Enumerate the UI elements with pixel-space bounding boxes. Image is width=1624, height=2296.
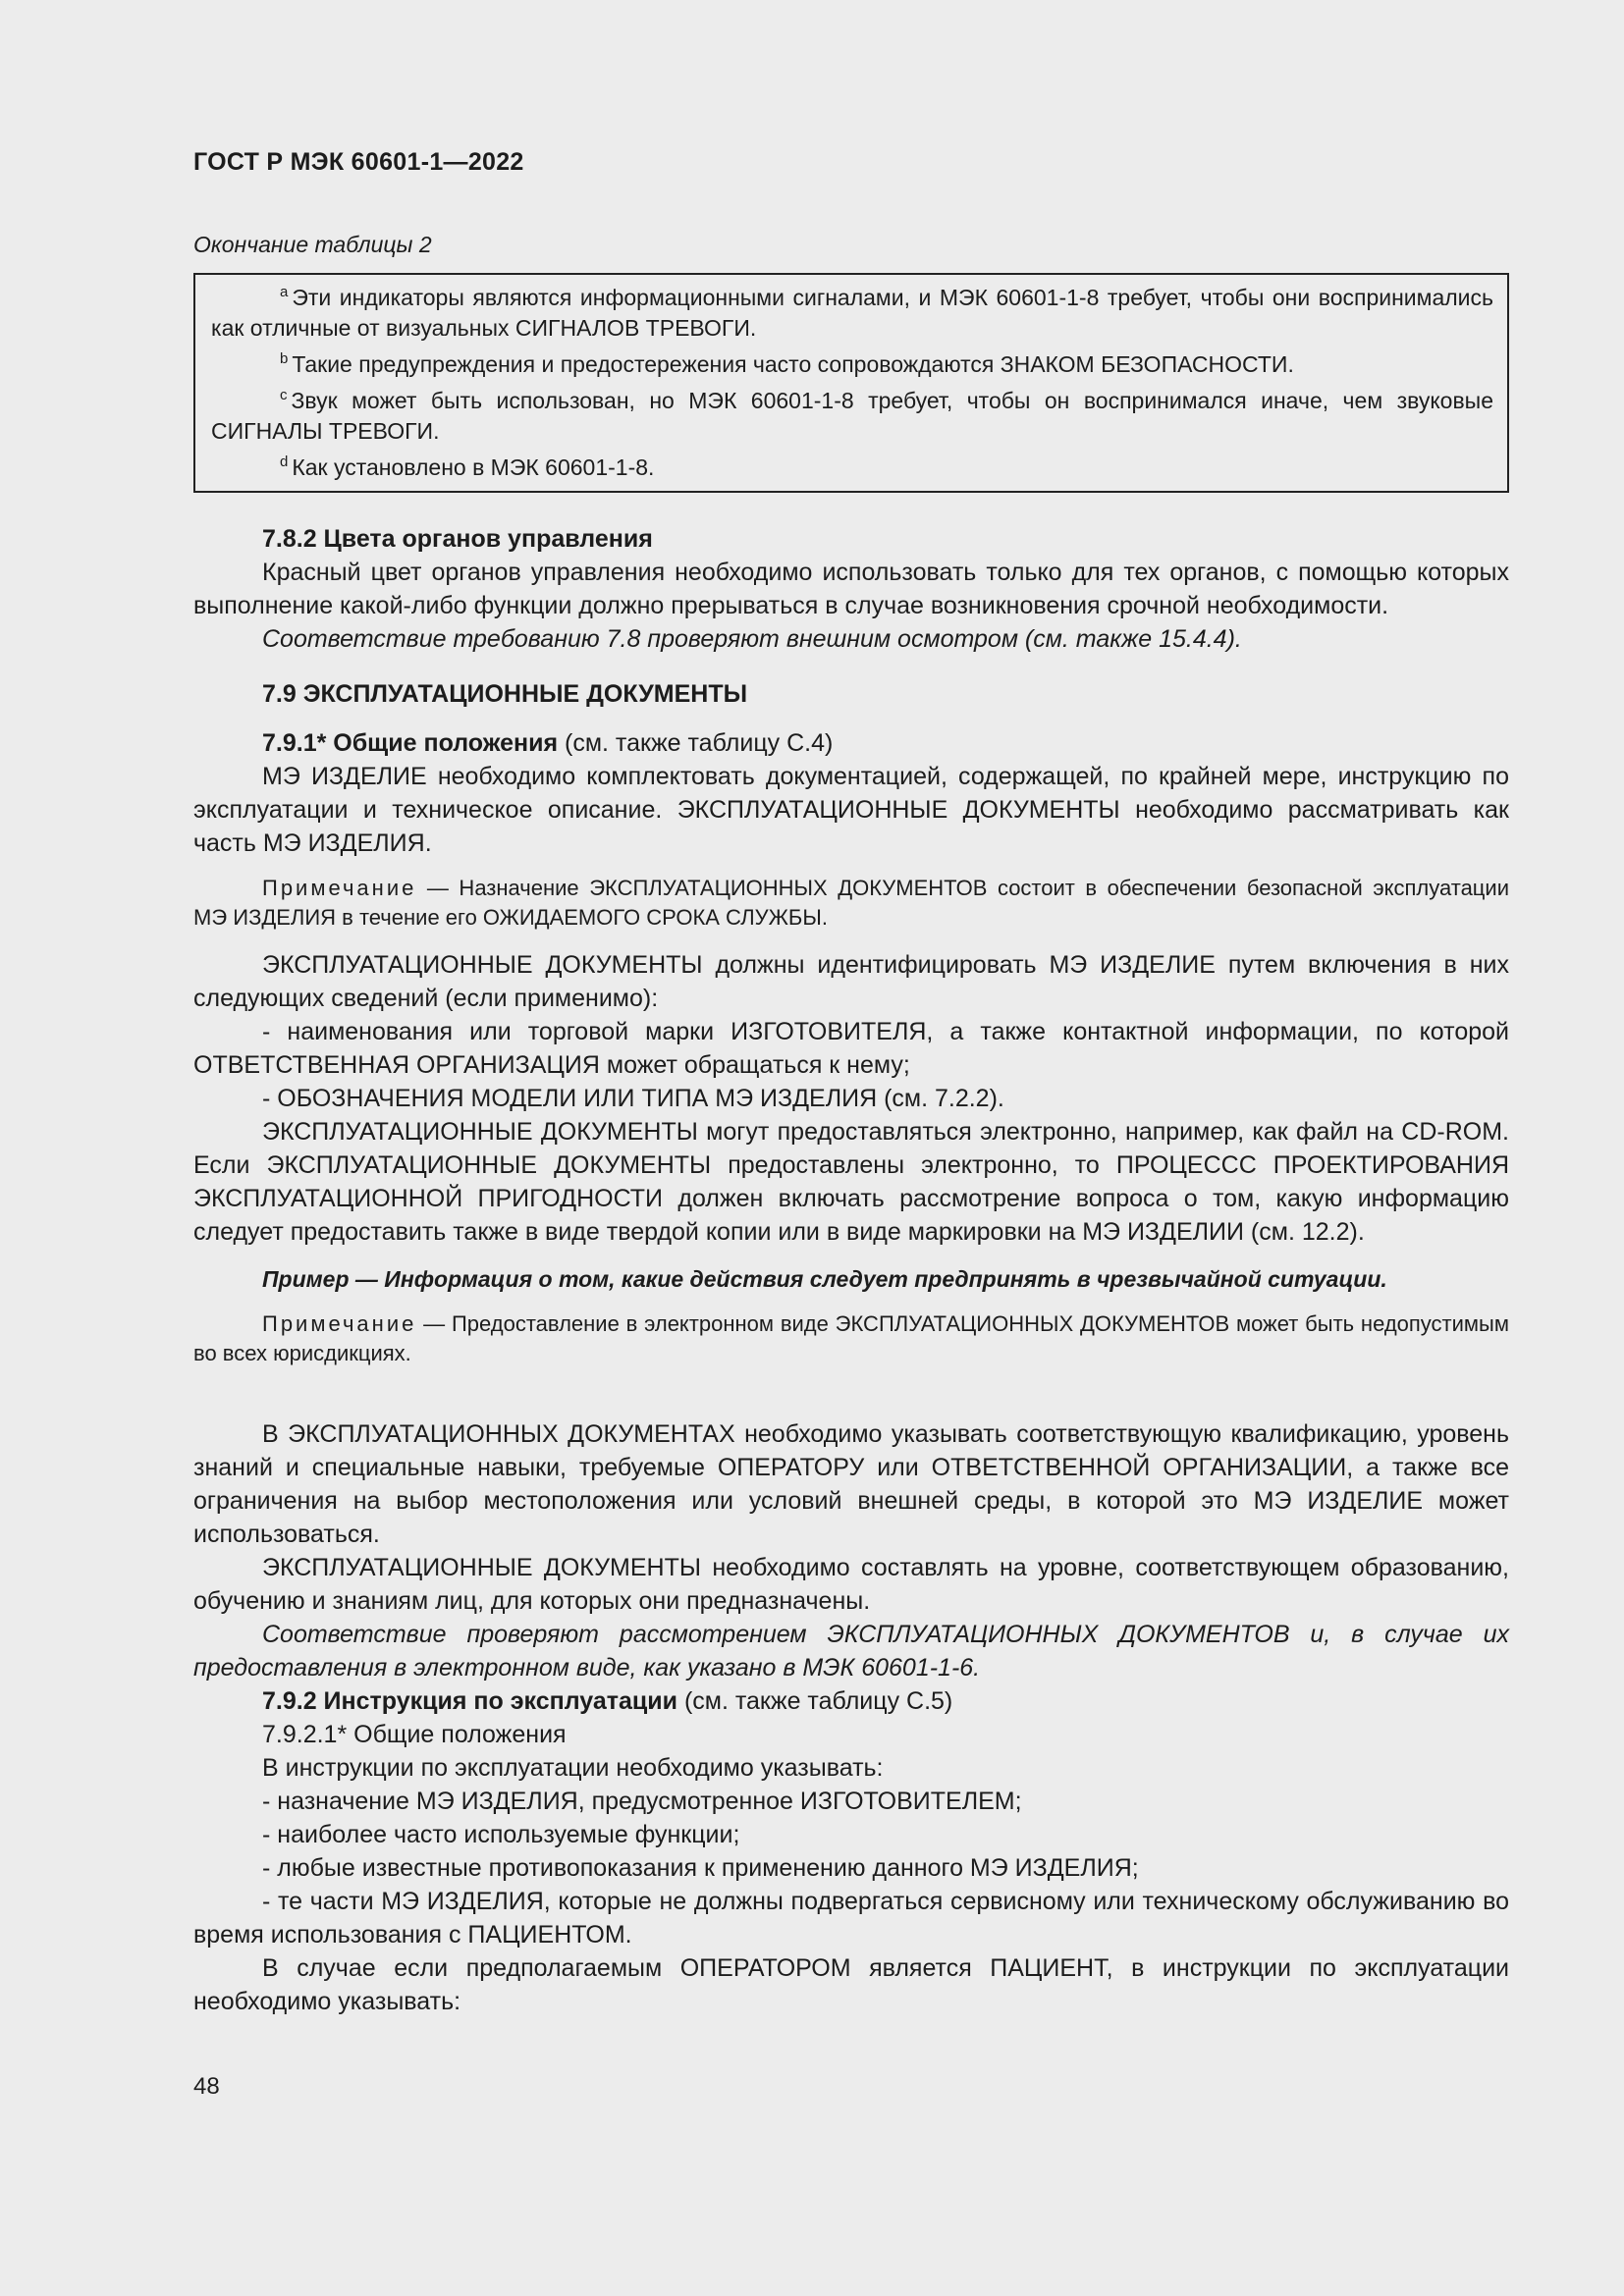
- paragraph: В инструкции по эксплуатации необходимо указывать:: [262, 1754, 884, 1782]
- paragraph: В случае если предполагаемым ОПЕРАТОРОМ является ПАЦИЕНТ, в инструкции по эксплуатации необходимо указывать:: [193, 1954, 1509, 2015]
- section-heading-7-9: 7.9 ЭКСПЛУАТАЦИОННЫЕ ДОКУМЕНТЫ: [262, 680, 748, 708]
- note-paragraph: Примечание — Назначение ЭКСПЛУАТАЦИОННЫХ ДОКУМЕНТОВ состоит в обеспечении безопасной эксплуатации МЭ ИЗДЕЛИЯ в течение его ОЖИДАЕМОГО СРОКА СЛУЖБЫ.: [193, 876, 1509, 930]
- paragraph: В ЭКСПЛУАТАЦИОННЫХ ДОКУМЕНТАХ необходимо указывать соответствующую квалификацию, уровень знаний и специальные навыки, требуемые ОПЕРАТОРУ или ОТВЕТСТВЕННОЙ ОРГАНИЗАЦИИ, а также все ограничения на выбор местоположения или условий внешней среды, в которой это МЭ ИЗДЕЛИЕ может использоваться.: [193, 1420, 1509, 1548]
- footnote-mark: b: [280, 350, 289, 367]
- paragraph: ЭКСПЛУАТАЦИОННЫЕ ДОКУМЕНТЫ должны идентифицировать МЭ ИЗДЕЛИЕ путем включения в них следующих сведений (если применимо):: [193, 951, 1509, 1012]
- note-label: Примечание: [262, 876, 417, 900]
- footnote-mark: d: [280, 454, 289, 470]
- paragraph: ЭКСПЛУАТАЦИОННЫЕ ДОКУМЕНТЫ могут предоставляться электронно, например, как файл на CD-ROM. Если ЭКСПЛУАТАЦИОННЫЕ ДОКУМЕНТЫ предоставлены электронно, то ПРОЦЕССС ПРОЕКТИРОВАНИЯ ЭКСПЛУАТАЦИОННОЙ ПРИГОДНОСТИ должен включать рассмотрение вопроса о том, какую информацию следует предоставить также в виде твердой копии или в виде маркировки на МЭ ИЗДЕЛИИ (см. 12.2).: [193, 1118, 1509, 1246]
- paragraph: МЭ ИЗДЕЛИЕ необходимо комплектовать документацией, содержащей, по крайней мере, инструкцию по эксплуатации и техническое описание. ЭКСПЛУАТАЦИОННЫЕ ДОКУМЕНТЫ необходимо рассматривать как часть МЭ ИЗДЕЛИЯ.: [193, 763, 1509, 857]
- section-heading-7-9-1: 7.9.1* Общие положения (см. также таблицу С.4): [262, 729, 834, 757]
- section-heading-7-9-2: 7.9.2 Инструкция по эксплуатации (см. также таблицу С.5): [262, 1687, 953, 1715]
- page-content: [193, 145, 1509, 2018]
- footnote-mark: a: [280, 284, 289, 300]
- table-caption: Окончание таблицы 2: [193, 232, 432, 257]
- list-item: - те части МЭ ИЗДЕЛИЯ, которые не должны подвергаться сервисному или техническому обслуживанию во время использования с ПАЦИЕНТОМ.: [193, 1888, 1509, 1949]
- paragraph: Красный цвет органов управления необходимо использовать только для тех органов, с помощью которых выполнение какой-либо функции должно прерываться в случае возникновения срочной необходимости.: [193, 559, 1509, 619]
- example-paragraph: Пример — Информация о том, какие действия следует предпринять в чрезвычайной ситуации.: [262, 1266, 1387, 1292]
- note-paragraph: Примечание — Предоставление в электронном виде ЭКСПЛУАТАЦИОННЫХ ДОКУМЕНТОВ может быть недопустимым во всех юрисдикциях.: [193, 1311, 1509, 1365]
- compliance-paragraph: Соответствие требованию 7.8 проверяют внешним осмотром (см. также 15.4.4).: [262, 625, 1242, 653]
- list-item: - любые известные противопоказания к применению данного МЭ ИЗДЕЛИЯ;: [262, 1854, 1139, 1882]
- footnote-mark: c: [280, 387, 288, 403]
- list-item: - наименования или торговой марки ИЗГОТОВИТЕЛЯ, а также контактной информации, по которой ОТВЕТСТВЕННАЯ ОРГАНИЗАЦИЯ может обращаться к нему;: [193, 1018, 1509, 1079]
- standard-header: ГОСТ Р МЭК 60601-1—2022: [193, 148, 524, 176]
- subsection-heading: 7.9.2.1* Общие положения: [262, 1721, 567, 1748]
- footnote-b: $^b$ Такие предупреждения и предостережения часто сопровождаются ЗНАКОМ БЕЗОПАСНОСТИ.: [280, 350, 1294, 377]
- footnote-d: $^d$ Как установлено в МЭК 60601-1-8.: [280, 454, 655, 480]
- footnote-c: $^c$ Звук может быть использован, но МЭК 60601-1-8 требует, чтобы он воспринимался иначе, чем звуковые СИГНАЛЫ ТРЕВОГИ.: [211, 387, 1493, 444]
- footnote-a: $^a$ Эти индикаторы являются информационными сигналами, и МЭК 60601-1-8 требует, чтобы они воспринимались как отличные от визуальных СИГНАЛОВ ТРЕВОГИ.: [211, 284, 1493, 341]
- page-number: 48: [193, 2073, 220, 2100]
- compliance-paragraph: Соответствие проверяют рассмотрением ЭКСПЛУАТАЦИОННЫХ ДОКУМЕНТОВ и, в случае их предоставления в электронном виде, как указано в МЭК 60601-1-6.: [193, 1621, 1509, 1682]
- list-item: - ОБОЗНАЧЕНИЯ МОДЕЛИ ИЛИ ТИПА МЭ ИЗДЕЛИЯ (см. 7.2.2).: [262, 1085, 1004, 1112]
- table-footnotes-box: [193, 273, 1509, 493]
- list-item: - назначение МЭ ИЗДЕЛИЯ, предусмотренное ИЗГОТОВИТЕЛЕМ;: [262, 1788, 1022, 1815]
- paragraph: ЭКСПЛУАТАЦИОННЫЕ ДОКУМЕНТЫ необходимо составлять на уровне, соответствующем образованию, обучению и знаниям лиц, для которых они предназначены.: [193, 1554, 1509, 1615]
- section-heading-7-8-2: 7.8.2 Цвета органов управления: [262, 525, 653, 553]
- body-text: [193, 522, 1509, 2018]
- list-item: - наиболее часто используемые функции;: [262, 1821, 740, 1848]
- note-label: Примечание: [262, 1311, 417, 1336]
